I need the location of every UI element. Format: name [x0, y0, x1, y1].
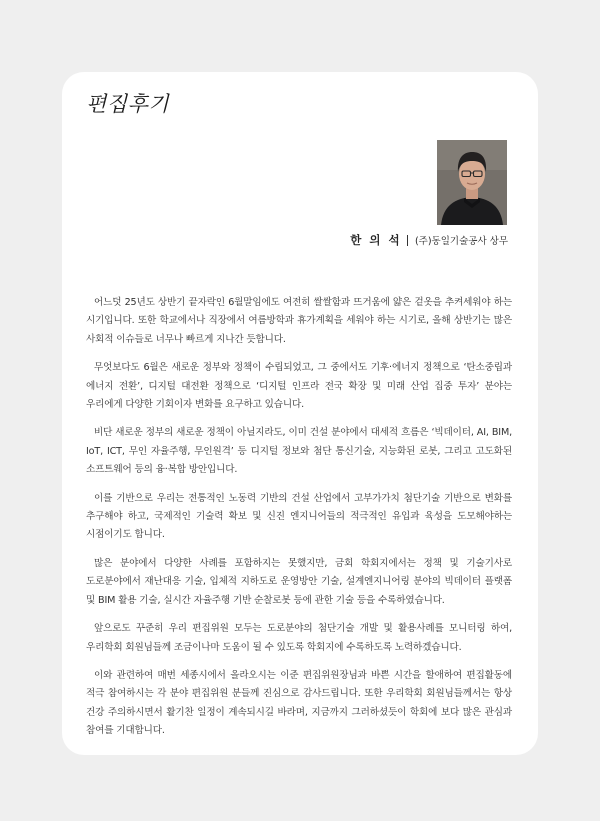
body-paragraph: 비단 새로운 정부의 새로운 정책이 아닐지라도, 이미 건설 분야에서 대세적 흐름은 ‘빅데이터, AI, BIM, IoT, ICT, 무인 자율주행, 무인원격’ 등 디지털 정보와 첨단 통신기술, 지능화된 로봇, 그리고 고도화된 소프트웨어 등의 융·복합 방안입니다. [86, 427, 512, 476]
body-paragraph: 많은 분야에서 다양한 사례를 포함하지는 못했지만, 금회 학회지에서는 정책 및 기술기사로 도로분야에서 재난대응 기술, 입체적 지하도로 운영방안 기술, 설계엔지니어링 분야의 빅데이터 플랫폼 및 BIM 활용 기술, 실시간 자율주행 기반 순찰로봇 등에 관한 기술 등을 수록하였습니다. [86, 557, 512, 606]
body-paragraph: 이를 기반으로 우리는 전통적인 노동력 기반의 건설 산업에서 고부가가치 첨단기술 기반으로 변화를 추구해야 하고, 국제적인 기술력 확보 및 신진 엔지니어들의 적극적인 유입과 육성을 도모해야하는 시점이기도 합니다. [86, 492, 512, 541]
page-title: 편집후기 [86, 92, 170, 116]
author-portrait-image [437, 140, 507, 225]
byline-divider [407, 235, 408, 246]
body-paragraph: 어느덧 25년도 상반기 끝자락인 6월말임에도 여전히 쌀쌀함과 뜨거움에 얇은 겉옷을 추켜세워야 하는 시기입니다. 또한 학교에서나 직장에서 여름방학과 휴가계획을 세워야 하는 시기로, 올해 상반기는 많은 사회적 이슈들로 너무나 빠르게 지나간 듯합니다. [86, 297, 512, 345]
body-paragraph: 이와 관련하여 매번 세종시에서 올라오시는 이준 편집위원장님과 바쁜 시간을 할애하여 편집활동에 적극 참여하시는 각 분야 편집위원 분들께 진심으로 감사드립니다. 또한 우리학회 회원님들께서는 항상 건강 주의하시면서 활기찬 일정이 계속되시길 바라며, 지금까지 그러하셨듯이 학회에 보다 많은 관심과 참여를 기대합니다. [86, 669, 512, 737]
author-affiliation: (주)동일기술공사 상무 [414, 236, 508, 247]
body-paragraph: 무엇보다도 6월은 새로운 정부와 정책이 수립되었고, 그 중에서도 기후·에너지 정책으로 ‘탄소중립과 에너지 전환’, 디지털 대전환 정책으로 ‘디지털 인프라 전국 확장 및 미래 산업 집중 투자’ 분야는 우리에게 다양한 기회이자 변화를 요구하고 있습니다. [86, 362, 512, 411]
editorial-body [86, 294, 512, 751]
author-byline [350, 232, 508, 248]
body-paragraph: 앞으로도 꾸준히 우리 편집위원 모두는 도로분야의 첨단기술 개발 및 활용사례를 모니터링 하여, 우리학회 회원님들께 조금이나마 도움이 될 수 있도록 학회지에 수록하도록 노력하겠습니다. [86, 623, 512, 653]
author-name: 한 의 석 [350, 233, 402, 247]
author-photo [437, 140, 507, 225]
editorial-card [62, 72, 538, 755]
